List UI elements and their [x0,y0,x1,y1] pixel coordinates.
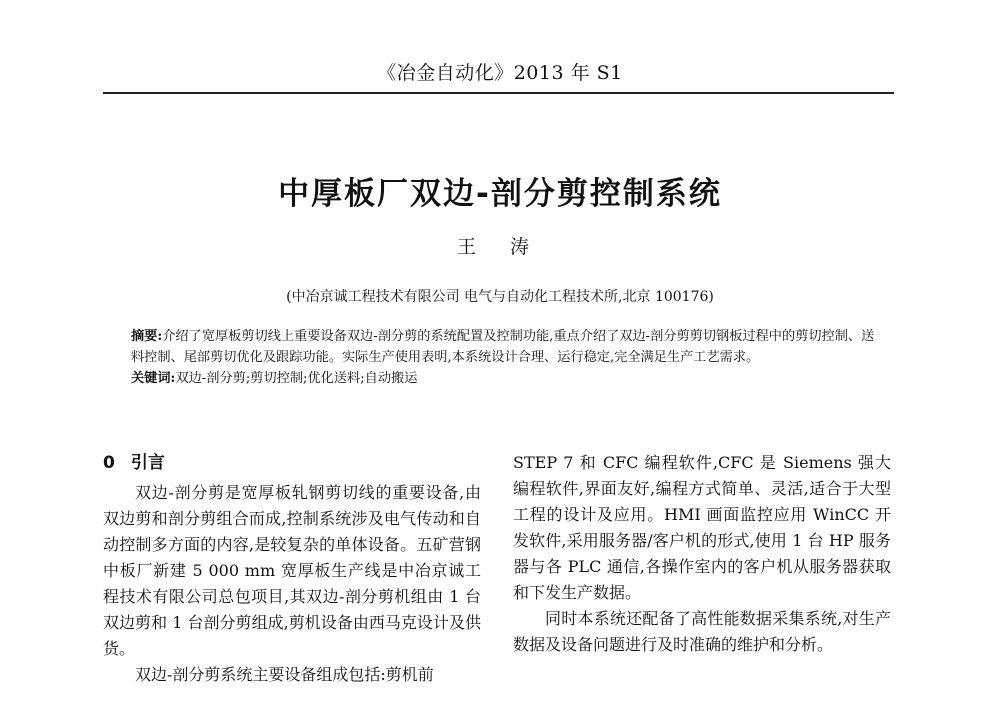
abstract-label: 摘要: [131,329,163,344]
right-paragraph-1: STEP 7 和 CFC 编程软件,CFC 是 Siemens 强大编程软件,界面友好,编程方式简单、灵活,适合于大型工程的设计及应用。HMI 画面监控应用 WinCC 开发软件,采用服务器/客户机的形式,使用 1 台 HP 服务器与各 PLC 通信,各操作室内的客户机从服务器获取和下发生产数据。 [513,453,891,602]
running-header: 《冶金自动化》2013 年 S1 [377,62,623,84]
keywords-text: 双边-剖分剪;剪切控制;优化送料;自动搬运 [175,371,418,386]
author-name: 王 涛 [456,236,544,258]
left-paragraph-1: 双边-剖分剪是宽厚板轧钢剪切线的重要设备,由双边剪和剖分剪组合而成,控制系统涉及电气传动和自动控制多方面的内容,是较复杂的单体设备。五矿营钢中板厂新建 5 000 mm 宽厚板生产线是中冶京诚工程技术有限公司总包项目,其双边-剖分剪机组由 1 台双边剪和 1 台剖分剪组成,剪机设备由西马克设计及供货。 [103,483,481,658]
section-heading [103,450,481,476]
section-title: 引言 [130,453,165,473]
right-paragraph-2: 同时本系统还配备了高性能数据采集系统,对生产数据及设备问题进行及时准确的维护和分析。 [513,609,891,654]
paper-title: 中厚板厂双边-剖分剪控制系统 [278,176,722,212]
keywords [131,368,876,389]
abstract-text: 介绍了宽厚板剪切线上重要设备双边-剖分剪的系统配置及控制功能,重点介绍了双边-剖分剪剪切钢板过程中的剪切控制、送料控制、尾部剪切优化及跟踪功能。实际生产使用表明,本系统设计合理、运行稳定,完全满足生产工艺需求。 [131,329,875,365]
keywords-label: 关键词: [131,371,176,386]
affiliation: (中冶京诚工程技术有限公司 电气与自动化工程技术所,北京 100176) [286,289,714,305]
header-rule [103,92,894,94]
right-column [513,450,891,658]
abstract-block [131,326,876,389]
section-number: 0 [103,453,115,473]
left-paragraph-2: 双边-剖分剪系统主要设备组成包括:剪机前 [135,665,434,684]
abstract [131,326,876,368]
left-column [103,450,481,688]
